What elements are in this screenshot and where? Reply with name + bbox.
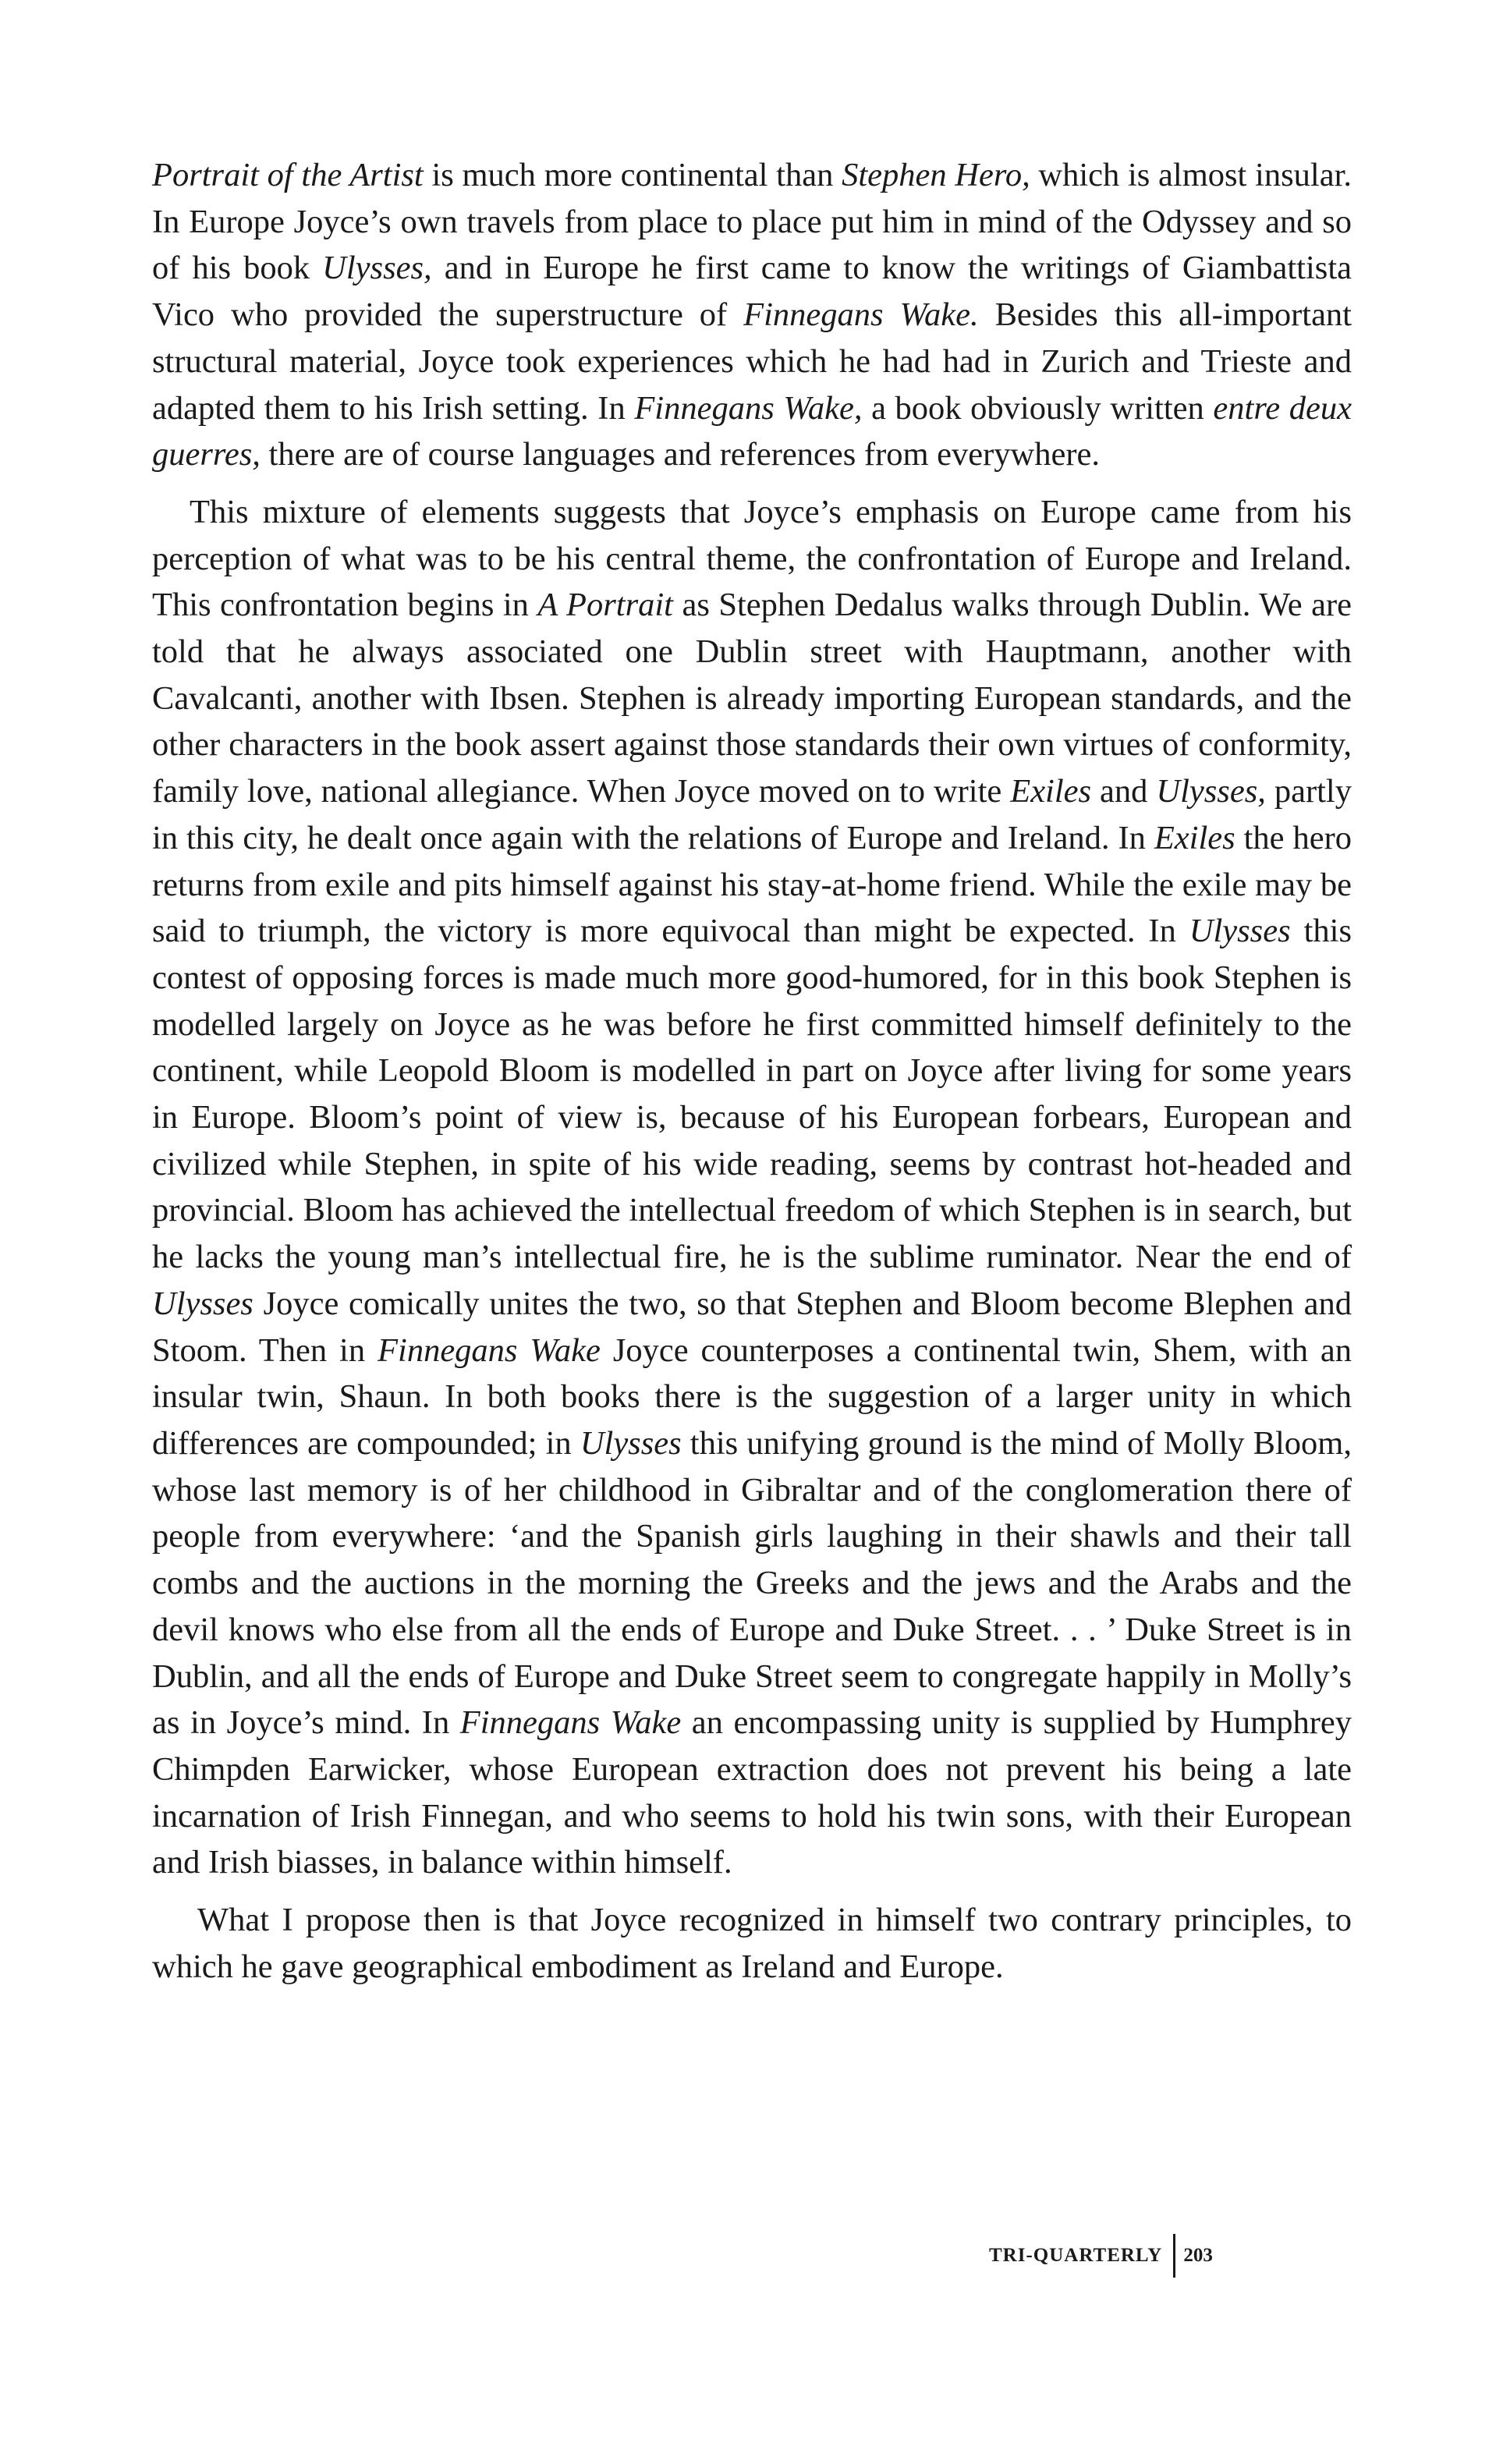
page-footer [989,2233,1213,2278]
book-title: Ulysses, [322,250,432,287]
text-span: and in Europe he first came to know the writings of Giambattista Vico who provided the superstructure of [152,250,1352,334]
book-title: Exiles [1154,819,1235,856]
book-title: Ulysses, [1156,773,1266,810]
book-title: Finnegans Wake. [743,296,979,334]
paragraph-3 [152,1897,1352,1990]
running-head: TRI-QUARTERLY [989,2245,1163,2266]
book-title: Finnegans Wake, [634,389,863,427]
book-title: Ulysses [1189,913,1291,950]
book-title: Finnegans Wake [378,1331,601,1369]
book-title: Stephen Hero, [842,157,1030,193]
paragraph-2 [152,489,1352,1886]
text-span: What I propose then is that Joyce recognized in himself two contrary principles, to which he gave geographical embodiment as Ireland and Europe. [152,1902,1352,1985]
book-title: Portrait of the Artist [152,157,424,193]
text-span: an encompassing unity is supplied by Humphrey Chimpden Earwicker, whose European extraction does not prevent his being a late incarnation of Irish Finnegan, and who seems to hold his twin sons, with their European and Irish biasses, in balance within himself. [152,1704,1352,1881]
text-span: and [1091,773,1157,810]
book-title: Exiles [1010,773,1092,810]
text-span: is much more continental than [423,157,842,193]
book-title: A Portrait [537,587,673,624]
paragraph-1 [152,152,1352,478]
text-span: there are of course languages and references from everywhere. [260,436,1100,473]
foreign-phrase: entre deux guerres, [152,389,1352,473]
text-span: Besides this all-important structural material, Joyce took experiences which he had had in Zurich and Trieste and adapted them to his Irish setting. In [152,296,1352,427]
book-title: Finnegans Wake [459,1704,682,1742]
text-span: This mixture of elements suggests that Joyce’s emphasis on Europe came from his perception of what was to be his central theme, the confrontation of Europe and Ireland. This confrontation begins in [152,493,1352,624]
text-span: a book obviously written [862,389,1214,427]
page-number: 203 [1183,2245,1213,2266]
body-text [152,152,1352,2001]
text-span: Joyce comically unites the two, so that Stephen and Bloom become Blephen and Stoom. Then in [152,1285,1352,1369]
text-span: as Stephen Dedalus walks through Dublin. We are told that he always associated one Dublin street with Hauptmann, another with Cavalcanti, another with Ibsen. Stephen is already importing European standards, and the other characters in the book assert against those standards their own virtues of conformity, family love, national allegiance. When Joyce moved on to write [152,587,1352,810]
text-span: Joyce counterposes a continental twin, Shem, with an insular twin, Shaun. In both books there is the suggestion of a larger unity in which differences are compounded; in [152,1331,1352,1462]
text-span: the hero returns from exile and pits himself against his stay-at-home friend. While the exile may be said to triumph, the victory is more equivocal than might be expected. In [152,819,1352,950]
text-span: which is almost insular. In Europe Joyce’s own travels from place to place put him in mind of the Odyssey and so of his book [152,157,1352,287]
book-title: Ulysses [152,1285,253,1322]
book-title: Ulysses [580,1424,682,1462]
text-span: this contest of opposing forces is made much more good-humored, for in this book Stephen is modelled largely on Joyce as he was before he first committed himself definitely to the continent, while Leopold Bloom is modelled in part on Joyce after living for some years in Europe. Bloom’s point of view is, because of his European forbears, European and civilized while Stephen, in spite of his wide reading, seems by contrast hot-headed and provincial. Bloom has achieved the intellectual freedom of which Stephen is in search, but he lacks the young man’s intellectual fire, he is the sublime ruminator. Near the end of [152,913,1352,1276]
text-span: this unifying ground is the mind of Molly Bloom, whose last memory is of her childhood in Gibraltar and of the conglomeration there of people from everywhere: ‘and the Spanish girls laughing in their shawls and their tall combs and the auctions in the morning the Greeks and the jews and the Arabs and the devil knows who else from all the ends of Europe and Duke Street. . . ’ Duke Street is in Dublin, and all the ends of Europe and Duke Street seem to congregate happily in Molly’s as in Joyce’s mind. In [152,1424,1352,1742]
text-span: partly in this city, he dealt once again with the relations of Europe and Ireland. In [152,773,1352,856]
